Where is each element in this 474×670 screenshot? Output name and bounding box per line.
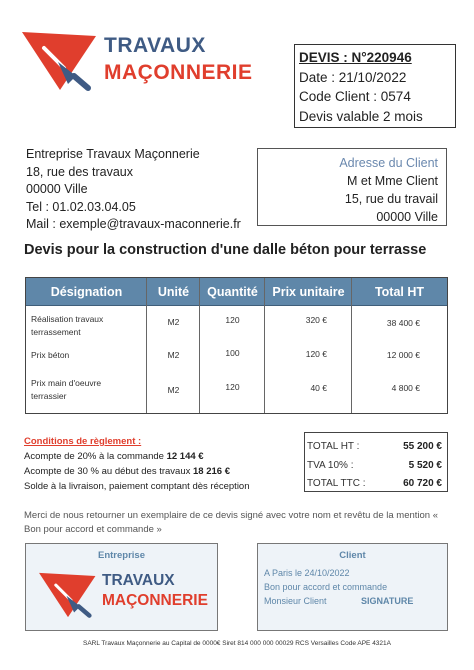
- header-unite: Unité: [157, 285, 190, 299]
- quote-table: [25, 277, 448, 414]
- totals-box: [304, 432, 448, 492]
- client-name: M et Mme Client: [347, 174, 438, 188]
- client-address-title: Adresse du Client: [339, 156, 438, 170]
- company-street: 18, rue des travaux: [26, 164, 134, 179]
- signature-label: SIGNATURE: [361, 596, 414, 606]
- client-address-box: [257, 148, 447, 226]
- quote-validity: Devis valable 2 mois: [299, 108, 423, 124]
- thank-you-note: Merci de nous retourner un exemplaire de ce devis signé avec votre nom et revêtu de la mention « Bon pour accord et commande »: [24, 510, 439, 535]
- row1-prix: 320 €: [305, 315, 327, 325]
- quote-date: Date : 21/10/2022: [299, 69, 407, 85]
- client-street: 15, rue du travail: [344, 192, 438, 206]
- row2-total: 12 000 €: [386, 350, 420, 360]
- company-info: [26, 146, 241, 234]
- company-signature-box: [25, 543, 218, 631]
- company-logo: [18, 28, 253, 94]
- signature-logo: [36, 568, 211, 624]
- header-quantite: Quantité: [207, 285, 258, 299]
- signature-client-name: Monsieur Client: [264, 596, 327, 606]
- tva-label: TVA 10% :: [307, 460, 354, 471]
- row3-unite: M2: [167, 385, 180, 395]
- tva-value: 5 520 €: [408, 460, 442, 471]
- quote-number: DEVIS : N°220946: [299, 50, 412, 65]
- row1-unite: M2: [167, 317, 180, 327]
- logo-text-travaux: TRAVAUX: [104, 34, 206, 57]
- company-city: 00000 Ville: [26, 182, 88, 196]
- client-signature-box: [257, 543, 448, 631]
- trowel-logo-icon: [18, 28, 102, 94]
- signature-place-date: A Paris le 24/10/2022: [264, 568, 350, 578]
- total-ttc-value: 60 720 €: [403, 478, 442, 489]
- company-signature-title: Entreprise: [98, 550, 145, 561]
- row2-quantite: 100: [225, 348, 240, 358]
- condition-line-3: Solde à la livraison, paiement comptant dès réception: [24, 481, 250, 492]
- client-code: Code Client : 0574: [299, 89, 411, 104]
- row1-total: 38 400 €: [386, 318, 420, 328]
- document-title: Devis pour la construction d'une dalle béton pour terrasse: [24, 242, 427, 258]
- legal-footer: SARL Travaux Maçonnerie au Capital de 0000€ Siret 814 000 000 00029 RCS Versailles Code APE 4321A: [83, 640, 391, 647]
- client-city: 00000 Ville: [376, 210, 438, 224]
- total-ht-value: 55 200 €: [403, 441, 442, 452]
- condition-line-1: [24, 449, 250, 464]
- condition-2-text: Acompte de 30 % au début des travaux: [24, 466, 193, 477]
- row3-total: 4 800 €: [391, 383, 420, 393]
- row2-unite: M2: [167, 350, 180, 360]
- row3-quantite: 120: [225, 382, 240, 392]
- trowel-logo-icon: [36, 568, 100, 622]
- row1-designation: Réalisation travaux terrassement: [31, 314, 104, 337]
- payment-conditions: [24, 434, 250, 494]
- table-header: [26, 278, 447, 306]
- quote-info-box: [294, 44, 456, 128]
- logo-text-maconnerie: MAÇONNERIE: [104, 61, 253, 84]
- conditions-title: Conditions de règlement :: [24, 436, 142, 447]
- condition-line-2: [24, 464, 250, 479]
- row2-designation: Prix béton: [31, 350, 70, 360]
- row3-prix: 40 €: [310, 383, 327, 393]
- condition-2-amount: 18 216 €: [193, 466, 230, 477]
- total-ht-label: TOTAL HT :: [307, 441, 360, 452]
- header-designation: Désignation: [50, 285, 123, 299]
- signature-mention: Bon pour accord et commande: [264, 582, 388, 592]
- condition-1-amount: 12 144 €: [166, 451, 204, 462]
- total-ttc-label: TOTAL TTC :: [307, 478, 366, 489]
- company-tel: Tel : 01.02.03.04.05: [26, 199, 136, 214]
- header-prix-unitaire: Prix unitaire: [272, 285, 345, 299]
- signature-logo-travaux: TRAVAUX: [102, 572, 175, 589]
- row1-quantite: 120: [225, 315, 240, 325]
- company-name: Entreprise Travaux Maçonnerie: [26, 147, 200, 161]
- client-signature-title: Client: [339, 550, 366, 561]
- signature-logo-maconnerie: MAÇONNERIE: [102, 592, 208, 609]
- company-mail: Mail : exemple@travaux-maconnerie.fr: [26, 217, 241, 231]
- header-total-ht: Total HT: [374, 285, 425, 299]
- row2-prix: 120 €: [305, 349, 327, 359]
- condition-1-text: Acompte de 20% à la commande: [24, 451, 167, 462]
- row3-designation: Prix main d'oeuvre terrassier: [31, 378, 102, 401]
